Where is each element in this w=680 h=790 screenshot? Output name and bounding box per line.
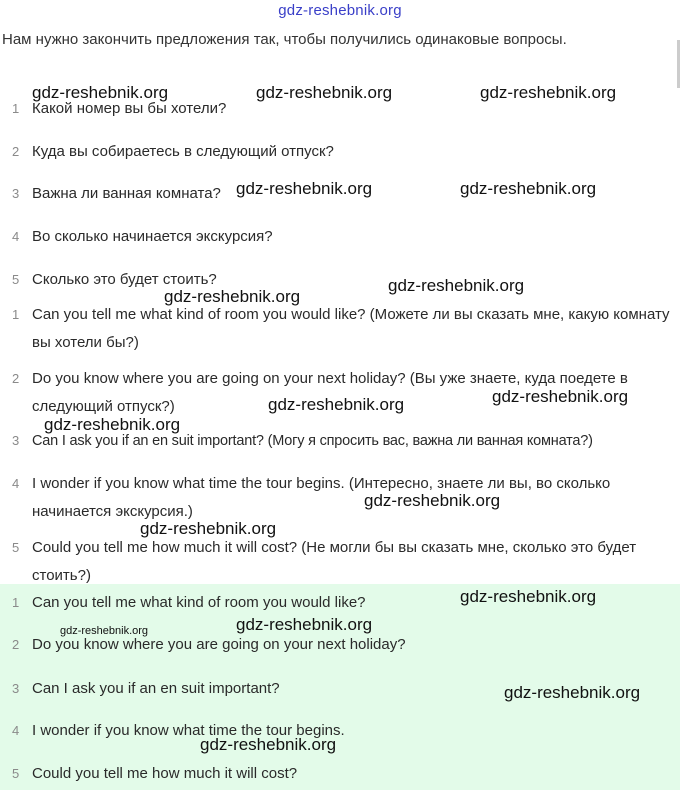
watermark: gdz-reshebnik.org bbox=[200, 735, 337, 754]
item-text: Важна ли ванная комната? bbox=[32, 185, 221, 202]
site-header[interactable]: gdz-reshebnik.org bbox=[278, 2, 402, 19]
item-number: 5 bbox=[12, 272, 20, 287]
item-number: 3 bbox=[12, 681, 20, 696]
item-text: Could you tell me how much it will cost? bbox=[32, 765, 298, 782]
item-number: 2 bbox=[12, 637, 20, 652]
item-number: 4 bbox=[12, 723, 20, 738]
item-text: Сколько это будет стоить? bbox=[32, 271, 217, 288]
item-number: 1 bbox=[12, 101, 20, 116]
item-number: 5 bbox=[12, 766, 20, 781]
watermark: gdz-reshebnik.org bbox=[140, 519, 277, 538]
item-text: Can I ask you if an en suit important? (Могу я спросить вас, важна ли ванная комната?) bbox=[32, 433, 593, 449]
item-text: I wonder if you know what time the tour begins. bbox=[32, 722, 345, 739]
item-number: 1 bbox=[12, 307, 20, 322]
intro-text: Нам нужно закончить предложения так, чтобы получились одинаковые вопросы. bbox=[2, 31, 567, 48]
item-number: 3 bbox=[12, 186, 20, 201]
item-text: Какой номер вы бы хотели? bbox=[32, 100, 227, 117]
watermark: gdz-reshebnik.org bbox=[492, 387, 629, 406]
watermark: gdz-reshebnik.org bbox=[256, 83, 393, 102]
item-number: 3 bbox=[12, 433, 20, 448]
item-text: Во сколько начинается экскурсия? bbox=[32, 228, 273, 245]
item-number: 2 bbox=[12, 144, 20, 159]
watermark: gdz-reshebnik.org bbox=[504, 683, 641, 702]
item-text: I wonder if you know what time the tour begins. (Интересно, знаете ли вы, во сколько начинается экскурсия.) bbox=[32, 475, 611, 520]
watermark: gdz-reshebnik.org bbox=[268, 395, 405, 414]
watermark: gdz-reshebnik.org bbox=[236, 179, 373, 198]
item-number: 4 bbox=[12, 229, 20, 244]
item-text: Do you know where you are going on your next holiday? bbox=[32, 636, 406, 653]
watermark: gdz-reshebnik.org bbox=[364, 491, 501, 510]
item-number: 1 bbox=[12, 595, 20, 610]
item-text: Could you tell me how much it will cost? (Не могли бы вы сказать мне, сколько это будет стоить?) bbox=[32, 539, 637, 584]
watermark: gdz-reshebnik.org bbox=[44, 415, 181, 434]
item-text: Can you tell me what kind of room you would like? bbox=[32, 594, 366, 611]
watermark: gdz-reshebnik.org bbox=[480, 83, 617, 102]
item-text: Can you tell me what kind of room you would like? (Можете ли вы сказать мне, какую комнату вы хотели бы?) bbox=[32, 306, 670, 351]
item-text: Can I ask you if an en suit important? bbox=[32, 680, 280, 697]
watermark: gdz-reshebnik.org bbox=[460, 179, 597, 198]
watermark: gdz-reshebnik.org bbox=[164, 287, 301, 306]
item-number: 2 bbox=[12, 371, 20, 386]
watermark: gdz-reshebnik.org bbox=[60, 625, 149, 637]
watermark: gdz-reshebnik.org bbox=[388, 276, 525, 295]
item-text: Do you know where you are going on your next holiday? (Вы уже знаете, куда поедете в следующий отпуск?) bbox=[32, 370, 628, 415]
watermark: gdz-reshebnik.org bbox=[32, 83, 169, 102]
item-number: 4 bbox=[12, 476, 20, 491]
item-number: 5 bbox=[12, 540, 20, 555]
item-text: Куда вы собираетесь в следующий отпуск? bbox=[32, 143, 334, 160]
watermark: gdz-reshebnik.org bbox=[460, 587, 597, 606]
watermark: gdz-reshebnik.org bbox=[236, 615, 373, 634]
